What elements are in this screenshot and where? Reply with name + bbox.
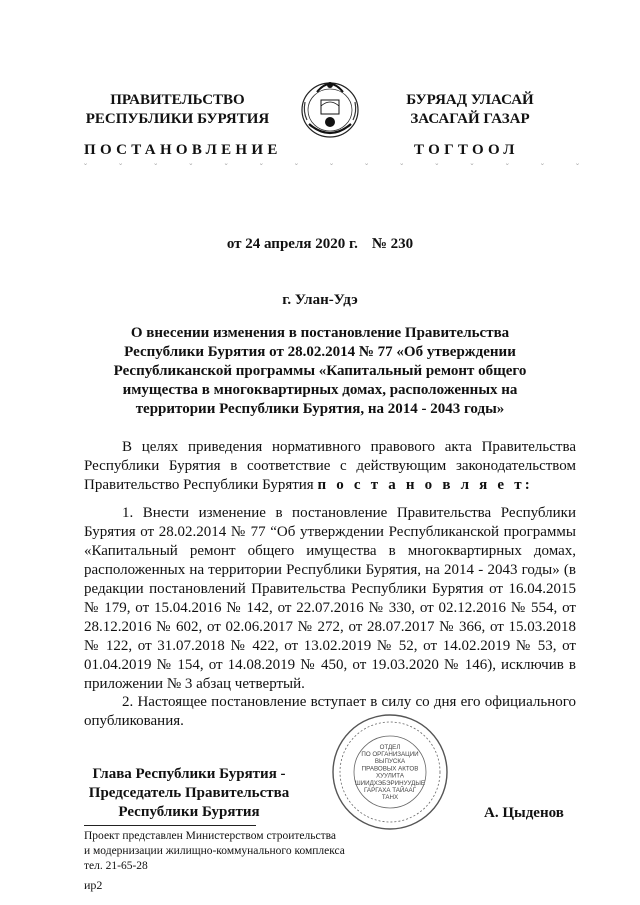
seal-text-line: ОТДЕЛ: [379, 743, 401, 751]
seal-text-line: ХУУЛИТА: [376, 772, 404, 780]
header-left-line-1: ПРАВИТЕЛЬСТВО: [110, 92, 245, 108]
doc-type-bua: ТОГТООЛ: [414, 142, 519, 158]
footer-note: [84, 829, 345, 874]
doc-date-number: [0, 236, 640, 253]
item-1-paragraph: 1. Внести изменение в постановление Правительства Республики Бурятия от 28.02.2014 № 77 “Об утверждении Республиканской программы «Капитальный ремонт общего имущества в многоквартирных домах, расположенных на территории Республики Бурятия, на 2014 - 2043 годы» (в редакции постановлений Правительства Республики Бурятия от 16.04.2015 № 179, от 15.04.2016 № 142, от 22.07.2016 № 330, от 02.12.2016 № 554, от 28.12.2016 № 602, от 02.06.2017 № 272, от 28.07.2017 № 366, от 15.03.2018 № 122, от 31.07.2018 № 422, от 13.02.2019 № 52, от 14.02.2019 № 53, от 01.04.2019 № 154, от 14.08.2019 № 450, от 19.03.2020 № 146), исключив в приложении № 3 абзац четвертый.: [84, 505, 576, 692]
footer-code: ир2: [84, 878, 103, 892]
signatory-position-line-2: Председатель Правительства: [88, 785, 290, 801]
seal-text-line: ПРАВОВЫХ АКТОВ: [361, 765, 419, 773]
header-right-line-2: ЗАСАГАЙ ГАЗАР: [410, 111, 530, 127]
seal-text-line: ТАНХ: [381, 794, 399, 802]
coat-of-arms-emblem: [295, 72, 365, 142]
doc-date: от 24 апреля 2020 г.: [226, 236, 358, 252]
header-right-line-1: БУРЯАД УЛАСАЙ: [406, 92, 534, 108]
preamble-paragraph: [84, 438, 576, 495]
header-right-org: [380, 91, 560, 129]
header-left-org: [85, 91, 270, 129]
item-2-paragraph: 2. Настоящее постановление вступает в силу со дня его официального опубликования.: [84, 694, 576, 729]
doc-number: № 230: [371, 236, 414, 252]
seal-text-line: ШИИДХЭБЭРИНУУДЫЕ: [355, 779, 425, 787]
header-left-line-2: РЕСПУБЛИКИ БУРЯТИЯ: [85, 111, 270, 127]
seal-text-line: ПО ОРГАНИЗАЦИИ: [361, 751, 419, 758]
signatory-name: А. Цыденов: [484, 805, 564, 821]
official-seal-stamp: [330, 712, 450, 832]
signatory-position-line-3: Республики Бурятия: [118, 804, 260, 820]
footer-rule: [84, 825, 256, 826]
doc-city: г. Улан-Удэ: [282, 292, 358, 308]
footer-line-2: и модернизации жилищно-коммунального комплекса: [84, 845, 345, 857]
signatory-position-line-1: Глава Республики Бурятия -: [92, 766, 286, 782]
doc-type-ru: ПОСТАНОВЛЕНИЕ: [84, 142, 282, 158]
footer-line-3: тел. 21-65-28: [84, 860, 148, 872]
preamble-text: В целях приведения нормативного правового акта Правительства Республики Бурятия в соответствие с действующим законодательством Правительство Республики Бурятия: [84, 439, 576, 493]
header-divider: ˘ ˘ ˘ ˘ ˘ ˘ ˘ ˘ ˘ ˘ ˘ ˘ ˘ ˘ ˘: [84, 162, 580, 172]
preamble-resolve: п о с т а н о в л я е т:: [317, 477, 533, 493]
footer-line-1: Проект представлен Министерством строительства: [84, 830, 337, 842]
doc-title: О внесении изменения в постановление Правительства Республики Бурятия от 28.02.2014 № 77 «Об утверждении Республиканской программы «Капитальный ремонт общего имущества в многоквартирных домах, расположенных на территории Республики Бурятия, на 2014 - 2043 годы»: [113, 325, 527, 417]
seal-text-line: ГАРГАХА ТАЙААГ: [364, 787, 416, 794]
signatory-position: [84, 765, 294, 822]
seal-text-line: ВЫПУСКА: [374, 758, 406, 766]
